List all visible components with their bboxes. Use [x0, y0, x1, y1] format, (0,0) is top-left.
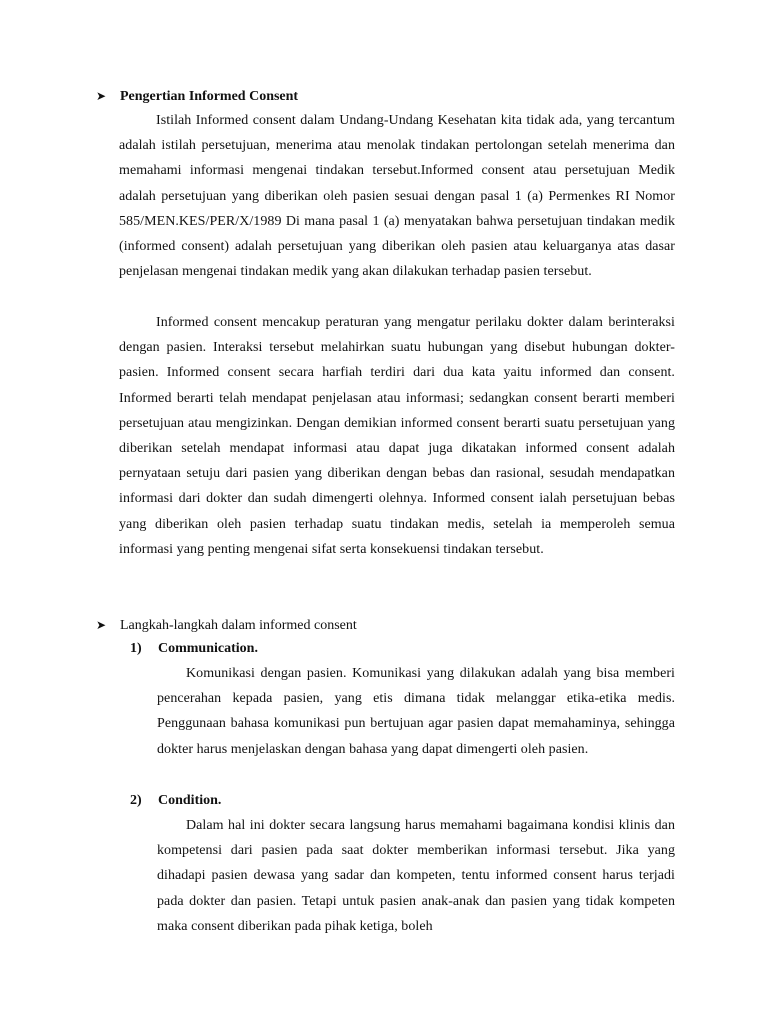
- arrow-bullet-icon: ➤: [96, 618, 107, 632]
- section-heading-langkah: [96, 615, 357, 636]
- section-title: Pengertian Informed Consent: [120, 89, 299, 104]
- step-heading-condition: [130, 791, 221, 811]
- section-heading-pengertian: [96, 86, 298, 107]
- section-title: Langkah-langkah dalam informed consent: [120, 618, 357, 633]
- step-number: 2): [130, 793, 142, 808]
- paragraph-communication: Komunikasi dengan pasien. Komunikasi yang dilakukan adalah yang bisa memberi pencerahan kepada pasien, yang etis dimana tidak melanggar etika-etika medis. Penggunaan bahasa komunikasi pun bertujuan agar pasien dapat memahaminya, sehingga dokter harus menjelaskan dengan bahasa yang dapat dimengerti oleh pasien.: [157, 666, 675, 757]
- step-heading-communication: [130, 639, 258, 659]
- paragraph-condition: Dalam hal ini dokter secara langsung harus memahami bagaimana kondisi klinis dan kompetensi dari pasien pada saat dokter memberikan informasi tersebut. Jika yang dihadapi pasien dewasa yang sadar dan kompeten, tentu informed consent harus terjadi pada dokter dan pasien. Tetapi untuk pasien anak-anak dan pasien yang tidak kompeten maka consent diberikan pada pihak ketiga, boleh: [157, 818, 675, 934]
- paragraph-informed-consent: Informed consent mencakup peraturan yang mengatur perilaku dokter dalam berinteraksi dengan pasien. Interaksi tersebut melahirkan suatu hubungan yang disebut hubungan dokter-pasien. Informed consent secara harfiah terdiri dari dua kata yaitu informed dan consent. Informed berarti telah mendapat penjelasan atau informasi; sedangkan consent berarti memberi persetujuan atau mengizinkan. Dengan demikian informed consent berarti suatu persetujuan yang diberikan setelah mendapat informasi atau dapat juga dikatakan informed consent adalah pernyataan setuju dari pasien yang diberikan dengan bebas dan rasional, sesudah mendapatkan informasi dari dokter dan sudah dimengerti olehnya. Informed consent ialah persetujuan bebas yang diberikan oleh pasien terhadap suatu tindakan medis, setelah ia memperoleh semua informasi yang penting mengenai sifat serta konsekuensi tindakan tersebut.: [119, 315, 675, 557]
- paragraph-istilah: Istilah Informed consent dalam Undang-Undang Kesehatan kita tidak ada, yang tercantum adalah istilah persetujuan, menerima atau menolak tindakan pertolongan setelah menerima dan memahami informasi mengenai tindakan tersebut.Informed consent atau persetujuan Medik adalah persetujuan yang diberikan oleh pasien sesuai dengan pasal 1 (a) Permenkes RI Nomor 585/MEN.KES/PER/X/1989 Di mana pasal 1 (a) menyatakan bahwa persetujuan tindakan medik (informed consent) adalah persetujuan yang diberikan oleh pasien atau keluarganya atas dasar penjelasan mengenai tindakan medik yang akan dilakukan terhadap pasien tersebut.: [119, 113, 675, 280]
- step-title: Condition.: [158, 793, 222, 808]
- step-number: 1): [130, 641, 142, 656]
- arrow-bullet-icon: ➤: [96, 89, 107, 103]
- step-title: Communication.: [158, 641, 258, 656]
